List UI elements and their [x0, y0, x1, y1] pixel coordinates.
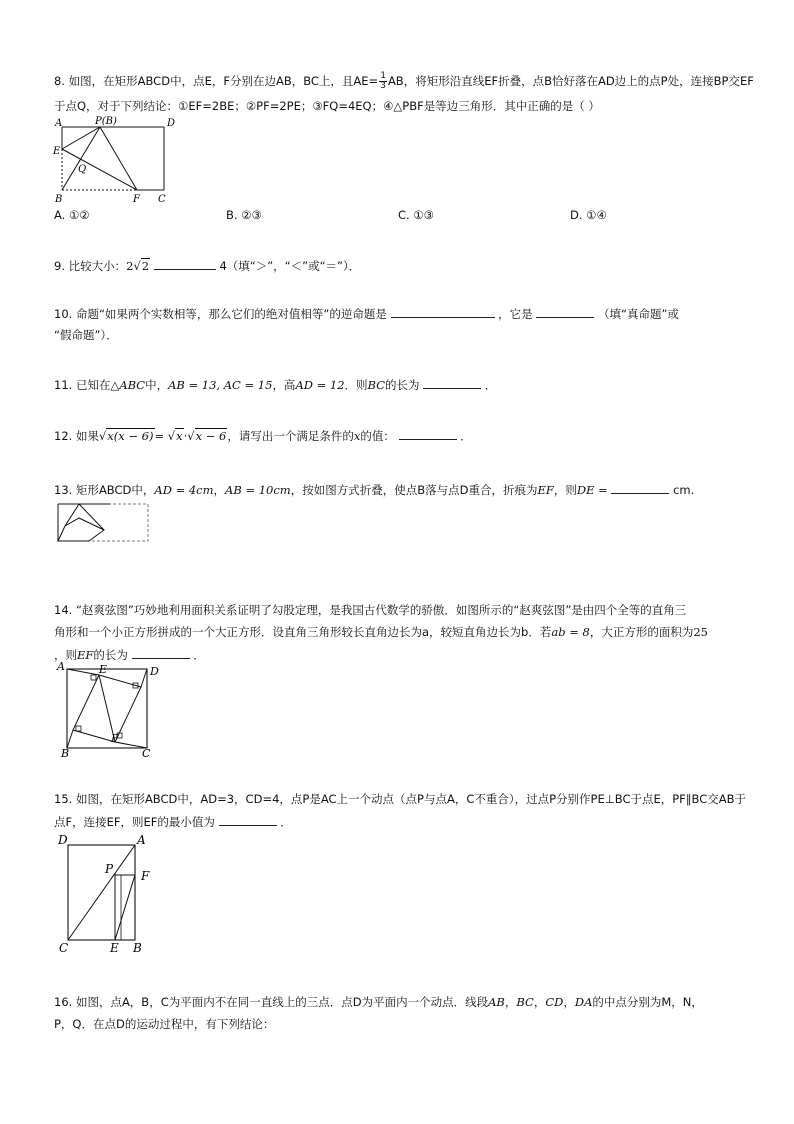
- q16-text-b: 的中点分别为M，N，: [592, 995, 703, 1009]
- q8-text-b: AB，将矩形沿直线EF折叠，点B恰好落在AD边上的点P处，连接BP交EF: [387, 74, 754, 88]
- q11-triangle-symbol: △: [110, 378, 120, 392]
- q15-answer-blank[interactable]: [219, 813, 277, 826]
- q15-text-b: ．: [280, 815, 292, 829]
- q15-stem-line2: [54, 813, 292, 830]
- q11-text-a: 11. 已知在: [54, 378, 111, 392]
- q9-answer-blank[interactable]: [154, 257, 216, 270]
- q12-stem: [54, 427, 472, 444]
- q12-radical-3: √: [187, 429, 195, 443]
- q8-frac-den: 3: [380, 81, 386, 91]
- q10-answer-blank-1[interactable]: [391, 305, 495, 318]
- q9-prefix: 9. 比较大小：: [54, 259, 127, 273]
- q8-stem-line1: [54, 72, 754, 91]
- q12-text-b: ，请写出一个满足条件的: [227, 429, 354, 443]
- q12-text-c: 的值：: [360, 429, 395, 443]
- q10-stem-line2: “假命题”）．: [54, 328, 118, 342]
- q13-stem: [54, 481, 694, 498]
- q12-radical-1: √: [98, 429, 107, 443]
- q15-figure: [55, 830, 165, 960]
- q11-text-b: 中，: [145, 378, 169, 392]
- q16-math-da: DA: [574, 995, 593, 1009]
- q15-label-B: B: [133, 941, 142, 955]
- q8-option-b[interactable]: B. ②③: [226, 208, 262, 222]
- q15-label-E: E: [110, 941, 119, 955]
- q10-answer-blank-2[interactable]: [536, 305, 594, 318]
- q16-math-ab: AB: [488, 995, 505, 1009]
- q13-math-de: DE =: [576, 483, 608, 497]
- q9-coef: 2: [126, 259, 134, 273]
- q13-text-a: 13. 矩形ABCD中，: [54, 483, 155, 497]
- q14-label-A: A: [57, 660, 65, 673]
- q13-text-e: cm.: [673, 483, 695, 497]
- q14-text-d: 的长为: [93, 648, 128, 662]
- q8-label-PB: P(B): [95, 116, 117, 127]
- q15-label-C: C: [59, 941, 69, 955]
- q8-fraction: [379, 72, 387, 91]
- q15-text-a: 点F，连接EF，则EF的最小值为: [54, 815, 215, 829]
- q8-label-E: E: [53, 146, 61, 157]
- q8-option-a[interactable]: A. ①②: [54, 208, 90, 222]
- q16-stem-line2: P，Q．在点D的运动过程中，有下列结论：: [54, 1017, 275, 1031]
- q16-sep-1: ，: [504, 995, 517, 1009]
- q14-text-c: ，则: [54, 648, 77, 662]
- q14-math-ef: EF: [77, 648, 94, 662]
- q11-math-sides: AB = 13, AC = 15: [168, 378, 273, 392]
- q9-radical: √: [133, 259, 141, 273]
- q16-sep-2: ，: [533, 995, 546, 1009]
- q13-text-d: ，则: [553, 483, 577, 497]
- q14-math-25: 25: [693, 625, 708, 639]
- q12-math-x: x: [353, 429, 361, 443]
- q12-text-d: ．: [460, 429, 472, 443]
- q14-stem-line2: [54, 624, 708, 640]
- q16-math-cd: CD: [545, 995, 564, 1009]
- q12-radicand-1: x(x − 6): [107, 429, 154, 443]
- q14-text-e: ．: [193, 648, 205, 662]
- q8-label-C: C: [158, 194, 166, 205]
- q16-math-bc: BC: [516, 995, 534, 1009]
- q11-text-f: ．: [484, 378, 497, 392]
- q14-stem-line1: 14. “赵爽弦图”巧妙地利用面积关系证明了勾股定理，是我国古代数学的骄傲．如图所示的“赵爽弦图”是由四个全等的直角三: [54, 603, 687, 617]
- q11-stem: [54, 376, 496, 393]
- q14-answer-blank[interactable]: [132, 646, 190, 659]
- q15-label-A: A: [137, 833, 146, 847]
- q14-label-D: D: [150, 665, 159, 678]
- q13-math-ef: EF: [537, 483, 554, 497]
- q10-stem-line1: [54, 305, 679, 322]
- q14-text-b: ，大正方形的面积为: [589, 625, 694, 639]
- q8-frac-num: 1: [380, 71, 386, 81]
- q9-radicand: 2: [141, 259, 150, 273]
- q13-math-ad: AD = 4cm: [154, 483, 214, 497]
- q14-label-C: C: [142, 747, 151, 760]
- q11-answer-blank[interactable]: [423, 376, 481, 389]
- q14-label-F: F: [111, 732, 119, 745]
- q8-option-c[interactable]: C. ①③: [398, 208, 434, 222]
- q8-label-F: F: [133, 194, 140, 205]
- q9-suffix: 4（填“＞”，“＜”或“＝”）．: [219, 259, 361, 273]
- q15-label-P: P: [105, 862, 114, 876]
- q10-text-c: （填“真命题”或: [597, 307, 679, 321]
- q11-math-bc: BC: [367, 378, 386, 392]
- q15-label-D: D: [58, 833, 68, 847]
- q8-stem-line2: 于点Q，对于下列结论：①EF=2BE；②PF=2PE；③FQ=4EQ；④△PBF是等边三角形．其中正确的是（ ）: [54, 99, 600, 113]
- q8-label-B: B: [55, 194, 63, 205]
- q16-text-a: 16. 如图，点A，B，C为平面内不在同一直线上的三点．点D为平面内一个动点．线段: [54, 995, 489, 1009]
- q8-label-Q: Q: [78, 164, 87, 175]
- q11-text-e: 的长为: [385, 378, 420, 392]
- q13-text-c: ，按如图方式折叠，使点B落与点D重合，折痕为: [290, 483, 538, 497]
- q11-text-c: ，高: [272, 378, 296, 392]
- q11-text-d: ．则: [344, 378, 368, 392]
- q12-radicand-3: x − 6: [195, 429, 227, 443]
- q16-sep-3: ，: [563, 995, 575, 1009]
- q14-zhaoshuang-figure: [55, 660, 165, 760]
- q8-figure: [52, 112, 182, 208]
- q9-stem: [54, 257, 360, 274]
- q16-stem-line1: [54, 994, 703, 1010]
- q11-math-height: AD = 12: [295, 378, 345, 392]
- q14-math-ab: ab = 8: [551, 625, 590, 639]
- q12-answer-blank[interactable]: [399, 427, 457, 440]
- q14-label-B: B: [61, 747, 70, 760]
- q8-label-A: A: [55, 118, 63, 129]
- q14-text-a: 角形和一个小正方形拼成的一个大正方形．设直角三角形较长直角边长为a，较短直角边长为b．若: [54, 625, 552, 639]
- q13-math-ab: AB = 10cm: [225, 483, 291, 497]
- q13-answer-blank[interactable]: [611, 481, 669, 494]
- q15-label-F: F: [141, 869, 150, 883]
- q10-text-b: ，它是: [498, 307, 533, 321]
- q11-math-abc: ABC: [119, 378, 146, 392]
- q12-radicand-2: x: [176, 429, 183, 443]
- q12-radical-2: √: [167, 429, 176, 443]
- q12-dot: ·: [183, 429, 188, 443]
- q12-text-a: 12. 如果: [54, 429, 99, 443]
- q12-equals: =: [154, 429, 168, 443]
- q10-text-a: 10. 命题“如果两个实数相等，那么它们的绝对值相等”的逆命题是: [54, 307, 387, 321]
- q8-label-D: D: [167, 118, 176, 129]
- q8-option-d[interactable]: D. ①④: [570, 208, 607, 222]
- q13-figure: [55, 500, 155, 548]
- q14-label-E: E: [99, 663, 108, 676]
- q8-text-a: 8. 如图，在矩形ABCD中，点E，F分别在边AB，BC上，且AE=: [54, 74, 379, 88]
- q15-stem-line1: 15. 如图，在矩形ABCD中，AD=3，CD=4，点P是AC上一个动点（点P与点A，C不重合），过点P分别作PE⊥BC于点E，PF∥BC交AB于: [54, 792, 747, 806]
- q13-text-b: ，: [213, 483, 226, 497]
